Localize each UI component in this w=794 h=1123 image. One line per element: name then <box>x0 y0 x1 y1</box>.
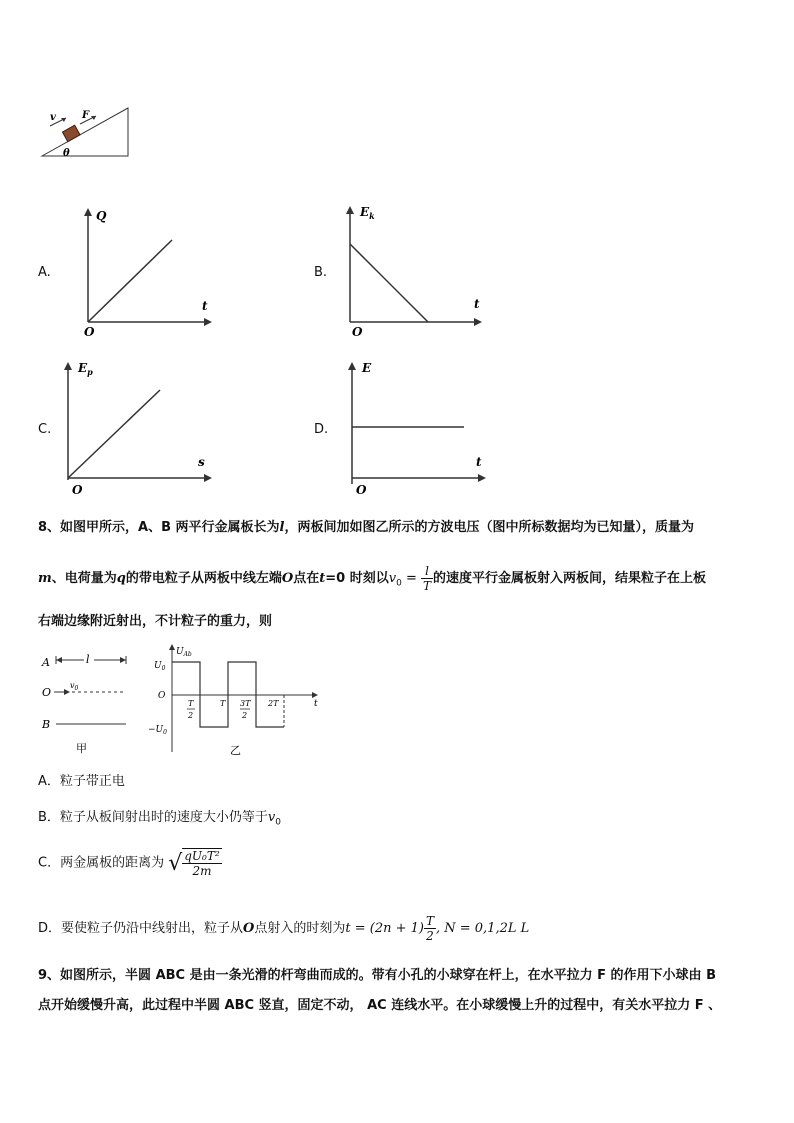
answer-c: C．两金属板的距离为 √ $\frac{\text{qU₀T²}}{2m}$ <box>38 849 220 878</box>
angle-label: θ <box>63 148 70 159</box>
svg-text:2: 2 <box>188 711 194 720</box>
svg-text:−U0: $-U_0$ <box>148 725 167 736</box>
svg-text:甲: 甲 <box>76 742 87 755</box>
svg-text:2: 2 <box>242 711 248 720</box>
svg-text:O: O <box>42 686 52 699</box>
svg-text:T: T <box>188 699 194 708</box>
v-label: v <box>50 112 56 123</box>
svg-text:l: l <box>86 653 90 666</box>
graph-b-origin: O <box>352 325 363 339</box>
graph-d-x: t <box>476 455 482 469</box>
graph-d <box>340 356 490 496</box>
F-label: F <box>82 110 90 121</box>
graph-b-line <box>350 244 428 322</box>
svg-text:U0: $U_0$ <box>154 661 166 672</box>
q9-line2: 点开始缓慢升高，此过程中半圆 ABC 竖直，固定不动， AC 连线水平。在小球缓慢上升的过程中，有关水平拉力 F 、 <box>38 998 722 1013</box>
graph-a-origin: O <box>84 325 95 339</box>
graph-c-line <box>68 390 160 478</box>
q8-line1: 8、如图甲所示，A、B 两平行金属板长为l，两板间加如图乙所示的方波电压（图中所标数据均为已知量），质量为 <box>38 520 695 535</box>
graph-a-y: Q <box>96 209 107 223</box>
svg-text:v0: $v_0$ <box>70 681 79 692</box>
graph-c <box>60 356 220 496</box>
graph-d-origin: O <box>356 483 367 496</box>
graph-a-x: t <box>202 299 208 313</box>
graph-b-y: $E_k$ <box>360 205 375 221</box>
option-c-letter: C. <box>38 422 52 437</box>
block <box>62 125 80 141</box>
svg-text:t: t <box>314 699 318 709</box>
svg-text:3T: 3T <box>240 699 251 708</box>
q8-line3: 右端边缘附近射出，不计粒子的重力，则 <box>38 614 273 629</box>
option-d-letter: D. <box>314 422 329 437</box>
q8-line2: m、电荷量为q的带电粒子从两板中线左端O点在t=0 时刻以$v_0$ = $\frac{l}{T}$ 的速度平行金属板射入两板间，结果粒子在上板 <box>38 564 707 593</box>
graph-b <box>336 200 486 340</box>
svg-text:UAb: $U_{Ab}$ <box>176 647 192 658</box>
l-over-T: $\frac{l}{T}$ <box>422 564 431 593</box>
svg-text:乙: 乙 <box>230 744 241 757</box>
graph-c-y: $E_p$ <box>78 361 93 377</box>
answer-a: A．粒子带正电 <box>38 774 125 789</box>
option-b-letter: B. <box>314 265 328 280</box>
svg-text:2T: 2T <box>268 699 279 708</box>
svg-text:O: O <box>158 691 166 701</box>
figure-jia <box>38 648 138 756</box>
q9-line1: 9、如图所示，半圆 ABC 是由一条光滑的杆弯曲而成的。带有小孔的小球穿在杆上，在水平拉力 F 的作用下小球由 B <box>38 968 716 983</box>
graph-c-origin: O <box>72 483 83 496</box>
svg-text:B: B <box>42 718 51 731</box>
graph-d-y: E <box>362 361 372 375</box>
answer-b: B．粒子从板间射出时的速度大小仍等于$v_0$ <box>38 810 282 828</box>
svg-text:T: T <box>220 699 226 708</box>
graph-a <box>70 200 220 340</box>
graph-b-x: t <box>474 297 480 311</box>
option-a-letter: A. <box>38 265 51 280</box>
figure-yi <box>146 640 326 758</box>
answer-d: D．要使粒子仍沿中线射出，粒子从O点射入的时刻为t = (2n + 1) $\frac{T}{2}$ , N = 0,1,2L L <box>38 914 530 943</box>
incline-diagram <box>38 100 138 160</box>
graph-a-line <box>88 240 172 322</box>
svg-text:A: A <box>42 656 50 669</box>
graph-c-x: s <box>198 455 205 469</box>
